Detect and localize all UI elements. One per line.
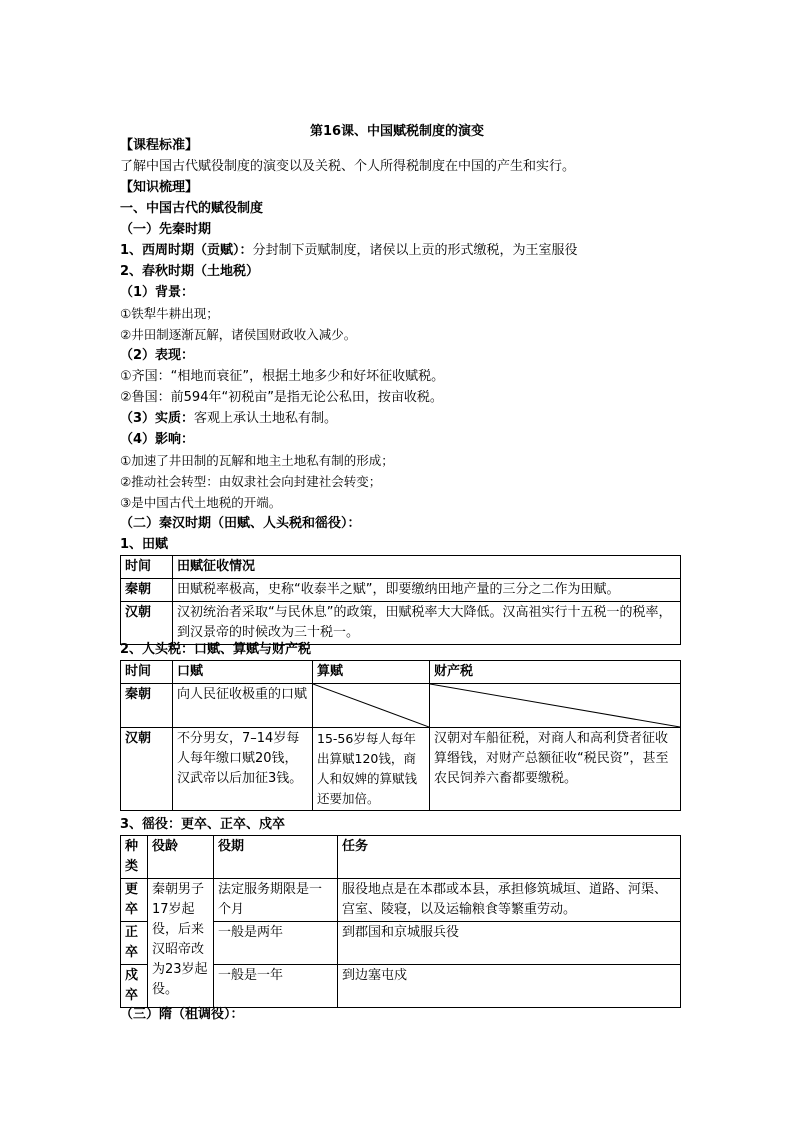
table3-type-shuzu: 戍卒 — [121, 965, 148, 1008]
table1-han-label: 汉朝 — [121, 602, 173, 645]
table2-qin-suanfu-empty — [313, 684, 430, 728]
heading-pre-qin: （一）先秦时期 — [120, 222, 212, 237]
western-zhou-detail: 分封制下贡赋制度，诸侯以上贡的形式缴税，为王室服役 — [252, 243, 578, 258]
table2-han-label: 汉朝 — [121, 728, 173, 811]
table2-header-koufu: 口赋 — [173, 661, 313, 684]
heading-performance: （2）表现： — [120, 348, 195, 363]
table1-qin-label: 秦朝 — [121, 579, 173, 602]
section-knowledge: 【知识梳理】 — [120, 180, 199, 195]
influence-item-3: ③是中国古代土地税的开端。 — [120, 495, 282, 510]
background-item-2: ②井田制逐渐瓦解，诸侯国财政收入减少。 — [120, 327, 357, 342]
table3-header-period: 役期 — [214, 836, 338, 879]
table1-header-time: 时间 — [121, 556, 173, 579]
table3-task-gengzu: 服役地点是在本郡或本县，承担修筑城垣、道路、河渠、宫室、陵寝，以及运输粮食等繁重劳动。 — [338, 879, 681, 922]
section-course-standard: 【课程标准】 — [120, 138, 199, 153]
table1-qin-detail: 田赋税率极高，史称“收泰半之赋”，即要缴纳田地产量的三分之二作为田赋。 — [173, 579, 681, 602]
document-title: 第16课、中国赋税制度的演变 — [309, 124, 485, 139]
table3-period-zhengzu: 一般是两年 — [214, 922, 338, 965]
heading-ancient-tax: 一、中国古代的赋役制度 — [120, 201, 264, 216]
table-row — [121, 602, 681, 645]
western-zhou-text: 1、西周时期（贡赋）：分封制下贡赋制度，诸侯以上贡的形式缴税，为王室服役 — [120, 243, 578, 258]
table2-han-koufu: 不分男女，7–14岁每人每年缴口赋20钱，汉武帝以后加征3钱。 — [173, 728, 313, 811]
heading-sui: （三）隋（租调役）： — [120, 1007, 244, 1022]
table-row — [121, 579, 681, 602]
table-row — [121, 684, 681, 728]
influence-item-2: ②推动社会转型：由奴隶社会向封建社会转变； — [120, 474, 382, 489]
corvee-table — [120, 835, 681, 1008]
table3-age: 秦朝男子17岁起役，后来汉昭帝改为23岁起役。 — [148, 879, 214, 1008]
diagonal-line — [430, 684, 680, 727]
diagonal-line — [313, 684, 429, 727]
performance-item-2: ②鲁国：前594年“初税亩”是指无论公私田，按亩收税。 — [120, 390, 443, 405]
table2-header-suanfu: 算赋 — [313, 661, 430, 684]
heading-spring-autumn: 2、春秋时期（土地税） — [120, 264, 260, 279]
table2-qin-koufu: 向人民征收极重的口赋 — [173, 684, 313, 728]
course-standard-text: 了解中国古代赋役制度的演变以及关税、个人所得税制度在中国的产生和实行。 — [120, 159, 576, 174]
heading-qin-han: （二）秦汉时期（田赋、人头税和徭役）： — [120, 516, 361, 531]
table3-type-gengzu: 更卒 — [121, 879, 148, 922]
land-tax-table — [120, 555, 681, 645]
heading-land-tax: 1、田赋 — [120, 537, 169, 552]
table2-han-property: 汉朝对车船征税，对商人和高利贷者征收算缗钱，对财产总额征收“税民资”，甚至农民饲养六畜都要缴税。 — [430, 728, 681, 811]
performance-item-1: ①齐国：“相地而衰征”，根据土地多少和好坏征收赋税。 — [120, 369, 445, 384]
table2-header-time: 时间 — [121, 661, 173, 684]
table1-header-detail: 田赋征收情况 — [173, 556, 681, 579]
table2-qin-property-empty — [430, 684, 681, 728]
table3-period-shuzu: 一般是一年 — [214, 965, 338, 1008]
table3-period-gengzu: 法定服务期限是一个月 — [214, 879, 338, 922]
influence-item-1: ①加速了井田制的瓦解和地主土地私有制的形成； — [120, 453, 394, 468]
poll-tax-table — [120, 660, 681, 811]
table-row — [121, 728, 681, 811]
heading-background: （1）背景： — [120, 285, 195, 300]
table3-task-zhengzu: 到郡国和京城服兵役 — [338, 922, 681, 965]
heading-poll-tax: 2、人头税：口赋、算赋与财产税 — [120, 642, 312, 657]
table3-header-age: 役龄 — [148, 836, 214, 879]
table1-han-detail: 汉初统治者采取“与民休息”的政策，田赋税率大大降低。汉高祖实行十五税一的税率，到汉景帝的时候改为三十税一。 — [173, 602, 681, 645]
heading-corvee: 3、徭役：更卒、正卒、戍卒 — [120, 817, 286, 832]
table3-task-shuzu: 到边塞屯戍 — [338, 965, 681, 1008]
table-row — [121, 879, 681, 922]
background-item-1: ①铁犁牛耕出现； — [120, 306, 219, 321]
table2-header-property: 财产税 — [430, 661, 681, 684]
essence-line: （3）实质：客观上承认土地私有制。 — [120, 411, 338, 426]
table2-qin-label: 秦朝 — [121, 684, 173, 728]
table3-type-zhengzu: 正卒 — [121, 922, 148, 965]
table3-header-task: 任务 — [338, 836, 681, 879]
table2-han-suanfu: 15-56岁每人每年出算赋120钱，商人和奴婢的算赋钱还要加倍。 — [313, 728, 430, 811]
table3-header-type: 种类 — [121, 836, 148, 879]
heading-influence: （4）影响： — [120, 432, 195, 447]
